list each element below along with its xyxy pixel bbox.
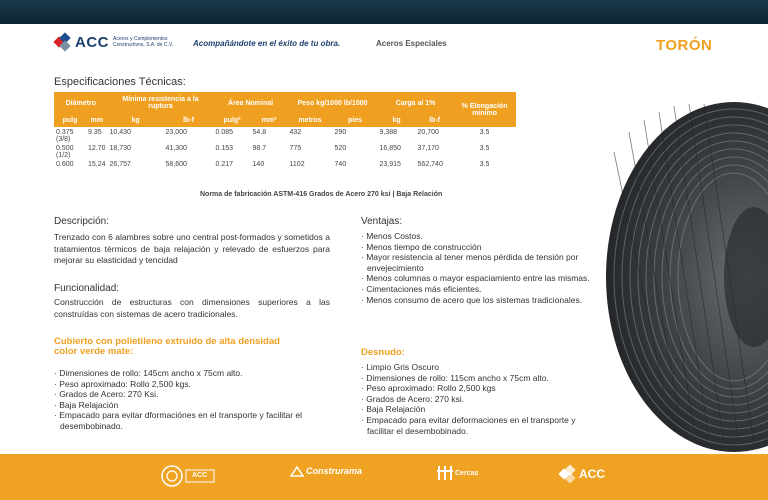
desnudo-title: Desnudo: (361, 347, 405, 358)
ventajas-list (361, 231, 593, 305)
top-bar (0, 0, 768, 24)
table-cell: 140 (252, 161, 265, 168)
col-group-carga: Carga al 1% (378, 92, 454, 114)
list-item: · Menos consumo de acero que los sistemas tradicionales. (361, 294, 583, 305)
acc-logo (54, 33, 177, 51)
col-group-resistencia: Mínima resistencia a la ruptura (108, 92, 214, 114)
list-item: · Baja Relajación (54, 399, 119, 410)
footer-logo-label: ACC (579, 467, 605, 481)
header (0, 24, 768, 70)
cubierto-title: Cubierto con polietileno extruído de alta densidad color verde mate: (54, 336, 280, 357)
footer-logo-label: ACC (192, 471, 208, 479)
unit-header: metros (288, 114, 333, 127)
product-title: TORÓN (656, 37, 713, 54)
desnudo-list (361, 362, 593, 436)
table-cell: 740 (334, 161, 347, 168)
table-cell: 15.24 (88, 161, 106, 168)
product-photo (604, 92, 768, 453)
spec-title: Especificaciones Técnicas: (54, 76, 186, 88)
descripcion-text: Trenzado con 6 alambres sobre uno central post-formados y sometidos a tratamientos térmicos de baja relajación y relevado de esfuerzos para mejorar su elasticidad y tencidad (54, 232, 330, 265)
unit-header: kg (108, 114, 164, 127)
list-item: · Grados de Acero: 270 Ksi. (54, 389, 159, 400)
footer-logo-label: Cercas (455, 469, 479, 477)
table-cell: 37,170 (417, 145, 439, 152)
list-item: · Cimentaciones más eficientes. (361, 283, 482, 294)
table-cell: 41,300 (165, 145, 187, 152)
list-item: · Dimensiones de rollo: 145cm ancho x 75cm alto. (54, 368, 243, 378)
list-item: · Empacado para evitar dformaciónes en el transporte y facilitar el desembobinado. (54, 410, 303, 431)
list-item: · Limpio Gris Oscuro (361, 362, 439, 372)
footer-logo-acc-seal (160, 464, 207, 488)
table-cell: 0.217 (215, 161, 234, 168)
unit-header: pies (333, 114, 378, 127)
table-cell: 12.70 (88, 145, 106, 152)
table-cell: 520 (334, 145, 347, 152)
list-item: · Menos tiempo de construcción (361, 241, 482, 252)
unit-header: kg (378, 114, 416, 127)
tagline: Aceros Especiales (376, 39, 447, 48)
unit-header: mm² (251, 114, 288, 127)
unit-header: pulg (54, 114, 86, 127)
col-group-diametro: Diámetro (54, 92, 108, 114)
footer-logo-construrama (290, 464, 362, 478)
table-cell: 0.375 (3/8) (56, 129, 74, 143)
unit-header: lb-f (416, 114, 454, 127)
table-row (54, 143, 516, 159)
brand-subtitle: Aceros y Complementos Constructivos, S.A. de C.V. (113, 36, 174, 48)
table-cell: 432 (289, 129, 302, 136)
list-item: · Baja Relajación (361, 404, 426, 415)
acc-diamond-icon (557, 464, 577, 484)
table-cell: 26,757 (109, 161, 131, 168)
col-group-area: Área Nominal (214, 92, 288, 114)
table-cell: 20,700 (417, 129, 439, 136)
table-cell: 23,915 (379, 161, 401, 168)
cercas-icon (437, 464, 453, 482)
unit-header: pulg² (214, 114, 251, 127)
footer-logo-acc (557, 464, 605, 484)
acc-logo-icon (54, 33, 72, 51)
list-item: · Mayor resistencia al tener menos pérdida de tensión por envejecimiento (361, 252, 579, 273)
list-item: · Peso aproximado: Rollo 2,500 kgs. (54, 378, 192, 389)
table-cell: 0.600 (56, 161, 74, 168)
table-cell: 16,850 (379, 145, 401, 152)
list-item: · Menos Costos. (361, 231, 423, 241)
table-row (54, 127, 516, 143)
acc-seal-icon (160, 464, 216, 488)
table-cell: 3.5 (479, 161, 490, 168)
list-item: · Empacado para evitar deformaciones en el transporte y facilitar el desembobinado. (361, 414, 576, 436)
list-item: · Dimensiones de rollo: 115cm ancho x 75cm alto. (361, 372, 549, 383)
table-cell: 3.5 (479, 129, 490, 136)
table-cell: 775 (289, 145, 302, 152)
cubierto-list (54, 368, 324, 432)
footer-logo-label: Construrama (306, 466, 363, 476)
table-cell: 98.7 (252, 145, 267, 152)
unit-header: lb-f (164, 114, 214, 127)
list-item: · Peso aproximado: Rollo 2,500 kgs (361, 383, 496, 394)
slogan: Acompañándote en el éxito de tu obra. (193, 39, 341, 48)
table-cell: 290 (334, 129, 347, 136)
brand-name: ACC (75, 33, 109, 51)
table-cell: 0.085 (215, 129, 234, 136)
descripcion-title: Descripción: (54, 216, 110, 227)
list-item: · Menos columnas o mayor espaciamiento entre las mismas. (361, 273, 590, 284)
construrama-icon (290, 464, 304, 478)
table-cell: 10,430 (109, 129, 131, 136)
footer (0, 454, 768, 500)
list-item: · Grados de Acero: 270 ksi. (361, 393, 464, 404)
table-cell: 562,740 (417, 161, 443, 168)
unit-header: mm (86, 114, 108, 127)
footer-logo-cercas (437, 464, 478, 482)
table-cell: 9,388 (379, 129, 398, 136)
norm-note: Norma de fabricación ASTM-416 Grados de Acero 270 ksi | Baja Relación (200, 191, 443, 198)
col-group-peso: Peso kg/1000 lb/1000 (288, 92, 378, 114)
table-cell: 1102 (289, 161, 305, 168)
table-cell: 58,600 (165, 161, 187, 168)
table-cell: 18,730 (109, 145, 131, 152)
table-cell: 0.500 (1/2) (56, 145, 74, 159)
table-cell: 3.5 (479, 145, 490, 152)
ventajas-title: Ventajas: (361, 216, 403, 227)
table-cell: 54.8 (252, 129, 267, 136)
table-cell: 0.153 (215, 145, 234, 152)
table-cell: 9.35 (88, 129, 102, 136)
funcionalidad-text: Construcción de estructuras con dimensiones superiores a las construídas con sistemas de acero tradicionales. (54, 297, 330, 319)
table-row (54, 159, 516, 175)
funcionalidad-title: Funcionalidad: (54, 283, 120, 294)
table-cell: 23,000 (165, 129, 187, 136)
spec-table (54, 92, 516, 175)
col-group-elongacion: % Elongación mínimo (454, 92, 516, 127)
